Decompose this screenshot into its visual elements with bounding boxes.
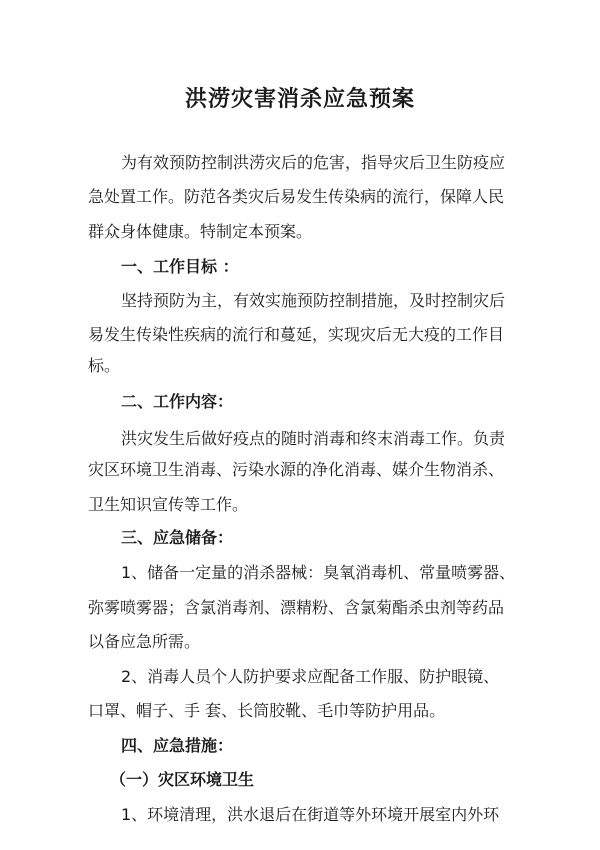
- section-4-line-1: 1、环境清理，洪水退后在街道等外环境开展室内外环: [121, 805, 500, 824]
- section-1-heading: 一、工作目标 ：: [121, 257, 239, 276]
- section-2-line-3: 卫生知识宣传等工作。: [88, 495, 249, 514]
- section-3-item-2-line-2: 口罩、帽子、手 套、长筒胶靴、毛巾等防护用品。: [88, 701, 446, 720]
- section-3-item-1-line-1: 1、储备一定量的消杀器械：臭氧消毒机、常量喷雾器、: [121, 563, 516, 582]
- section-4-heading: 四、应急措施：: [121, 736, 234, 755]
- section-1-line-3: 标。: [88, 356, 121, 375]
- section-3-item-2-line-1: 2、消毒人员个人防护要求应配备工作服、防护眼镜、: [121, 667, 500, 686]
- section-2-heading: 二、工作内容：: [121, 392, 234, 411]
- document-title: 洪涝灾害消杀应急预案: [184, 87, 415, 112]
- section-2-line-2: 灾区环境卫生消毒、污染水源的净化消毒、媒介生物消杀、: [88, 460, 505, 479]
- section-4-subheading: （一）灾区环境卫生: [110, 770, 255, 789]
- intro-line-2: 急处置工作。防范各类灾后易发生传染病的流行，保障人民: [88, 187, 505, 206]
- intro-line-1: 为有效预防控制洪涝灾后的危害，指导灾后卫生防疫应: [121, 153, 506, 172]
- section-1-line-1: 坚持预防为主，有效实施预防控制措施，及时控制灾后: [121, 291, 506, 310]
- intro-line-3: 群众身体健康。特制定本预案。: [88, 222, 313, 241]
- section-3-item-1-line-3: 以备应急所需。: [88, 632, 201, 651]
- section-2-line-1: 洪灾发生后做好疫点的随时消毒和终末消毒工作。负责: [121, 429, 506, 448]
- section-3-heading: 三、应急储备：: [121, 528, 234, 547]
- section-3-item-1-line-2: 弥雾喷雾器；含氯消毒剂、漂精粉、含氯菊酯杀虫剂等药品: [88, 598, 505, 617]
- section-1-line-2: 易发生传染性疾病的流行和蔓延，实现灾后无大疫的工作目: [88, 325, 505, 344]
